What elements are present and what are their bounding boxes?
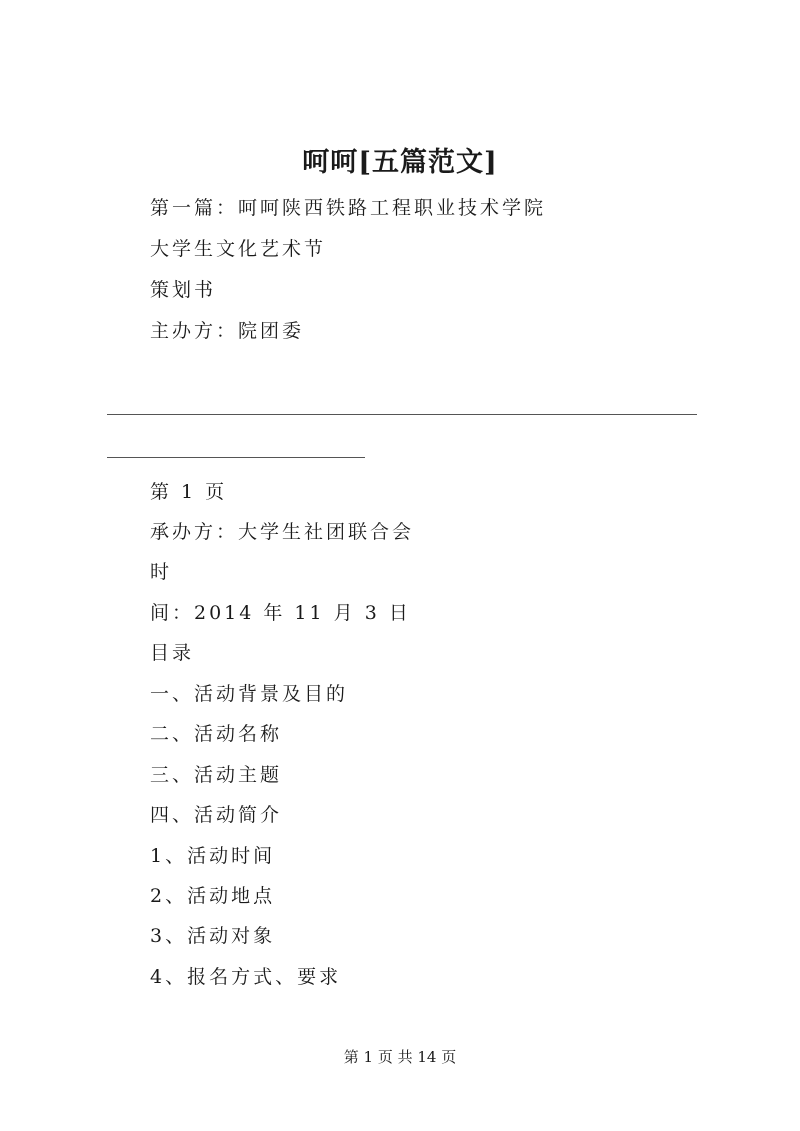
toc-subitem-4: 4、报名方式、要求 xyxy=(150,966,342,988)
body-line-2: 时 xyxy=(150,561,173,583)
toc-subitem-2: 2、活动地点 xyxy=(150,885,276,907)
toc-subitem-3: 3、活动对象 xyxy=(150,925,276,947)
separator-rule-long xyxy=(107,414,697,415)
document-title: 呵呵[五篇范文] xyxy=(302,147,498,178)
cover-line-4: 主办方：院团委 xyxy=(150,320,305,342)
body-line-3: 间：2014 年 11 月 3 日 xyxy=(150,602,411,624)
toc-heading: 目录 xyxy=(150,642,195,664)
body-line-1: 承办方：大学生社团联合会 xyxy=(150,521,415,543)
cover-line-1: 第一篇：呵呵陕西铁路工程职业技术学院 xyxy=(150,197,547,219)
cover-line-3: 策划书 xyxy=(150,279,217,301)
page-footer: 第 1 页 共 14 页 xyxy=(343,1048,457,1066)
toc-item-3: 三、活动主题 xyxy=(150,764,283,786)
toc-item-1: 一、活动背景及目的 xyxy=(150,683,349,705)
separator-rule-short xyxy=(107,457,365,458)
toc-item-4: 四、活动简介 xyxy=(150,804,283,826)
toc-item-2: 二、活动名称 xyxy=(150,723,283,745)
toc-subitem-1: 1、活动时间 xyxy=(150,845,276,867)
page-marker: 第 1 页 xyxy=(150,481,228,503)
cover-line-2: 大学生文化艺术节 xyxy=(150,238,327,260)
